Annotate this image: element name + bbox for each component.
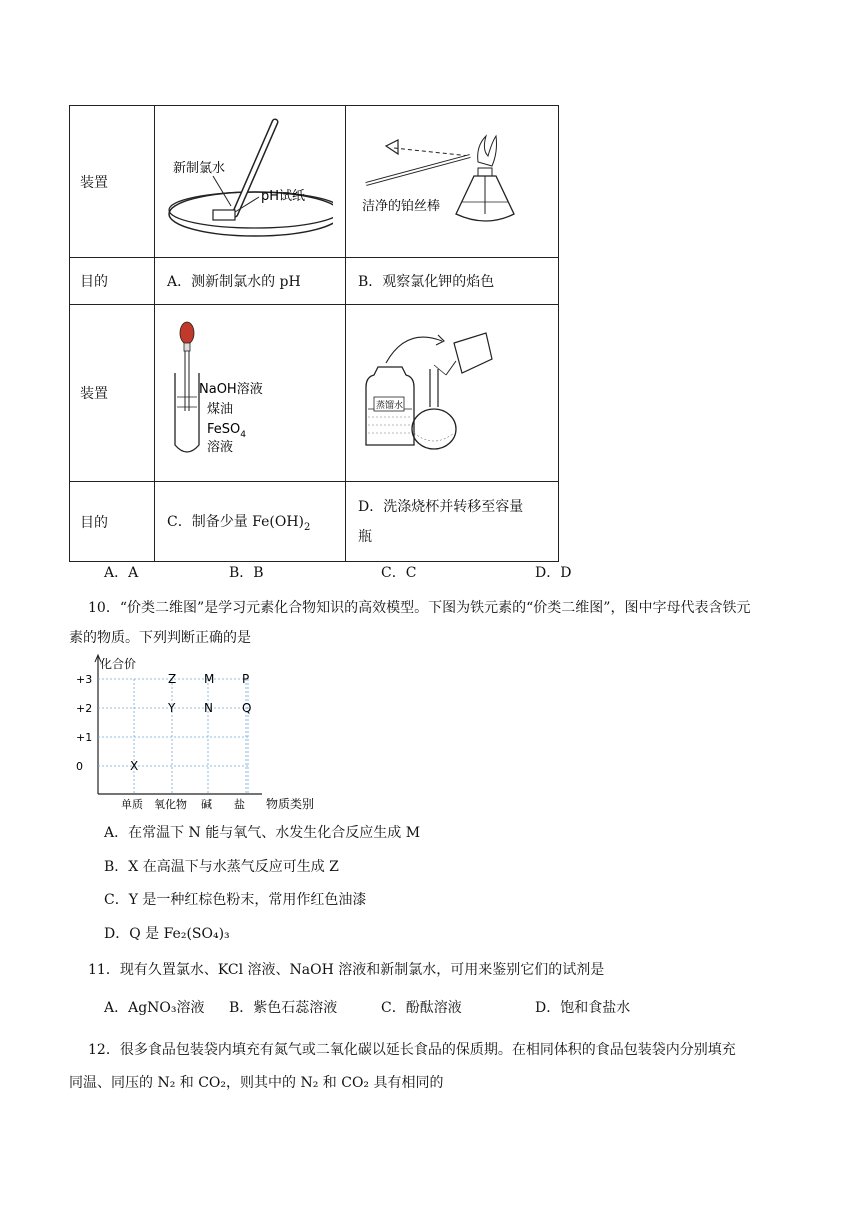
feoh2-figure xyxy=(155,305,333,477)
volumetric-flask-diagram xyxy=(346,305,559,482)
ph-test-diagram xyxy=(155,106,346,258)
option-c-purpose: C．制备少量 $Fe(OH)_2$ xyxy=(155,482,346,562)
ph-paper-label: pH试纸 xyxy=(261,189,306,204)
chart-y-tick: +2 xyxy=(76,702,93,715)
chart-point-z: Z xyxy=(168,672,177,686)
chart-point-m: M xyxy=(204,672,215,686)
q11-option-a[interactable]: A．AgNO₃溶液 xyxy=(104,1000,205,1016)
q12-stem-line2: 同温、同压的 N₂ 和 CO₂，则其中的 N₂ 和 CO₂ 具有相同的 xyxy=(69,1075,444,1091)
row3-label: 装置 xyxy=(70,305,155,482)
option-a-purpose: A．测新制氯水的 pH xyxy=(155,258,346,305)
q9-option-b[interactable]: B．B xyxy=(229,565,264,581)
chlorine-water-label: 新制氯水 xyxy=(173,161,226,176)
experiment-table xyxy=(69,105,559,562)
q10-option-a[interactable]: A．在常温下 N 能与氧气、水发生化合反应生成 M xyxy=(104,825,421,841)
q10-stem-line1: 10．“价类二维图”是学习元素化合物知识的高效模型。下图为铁元素的“价类二维图”，图中字母代表含铁元 xyxy=(88,600,751,616)
flame-test-diagram xyxy=(346,106,559,258)
chart-y-tick: +1 xyxy=(76,731,93,744)
feoh2-diagram xyxy=(155,305,346,482)
q9-option-c[interactable]: C．C xyxy=(381,565,417,581)
distilled-water-label: 蒸馏水 xyxy=(376,401,404,411)
chart-y-axis-title: 化合价 xyxy=(100,657,137,671)
q11-option-c[interactable]: C．酚酞溶液 xyxy=(381,1000,462,1016)
chart-y-tick: 0 xyxy=(76,760,83,773)
solution-label: 溶液 xyxy=(207,440,234,455)
feso4-label: FeSO$_4$ xyxy=(207,422,246,440)
row2-label: 目的 xyxy=(70,258,155,305)
kerosene-label: 煤油 xyxy=(207,402,234,417)
naoh-label: NaOH溶液 xyxy=(199,382,263,397)
chart-y-tick: +3 xyxy=(76,673,93,686)
chart-point-q: Q xyxy=(242,701,252,715)
ph-test-figure xyxy=(155,106,333,253)
chart-point-x: X xyxy=(130,759,139,773)
row1-label: 装置 xyxy=(70,106,155,258)
q10-option-b[interactable]: B．X 在高温下与水蒸气反应可生成 Z xyxy=(104,859,339,875)
flame-test-figure xyxy=(346,106,546,253)
platinum-wire-label: 洁净的铂丝棒 xyxy=(362,199,441,214)
q12-stem-line1: 12．很多食品包装袋内填充有氮气或二氧化碳以延长食品的保质期。在相同体积的食品包装袋内分别填充 xyxy=(88,1042,736,1058)
chart-x-tick: 氧化物 xyxy=(154,798,187,811)
chart-point-p: P xyxy=(242,672,250,686)
flask-figure xyxy=(346,305,546,477)
q11-stem: 11．现有久置氯水、KCl 溶液、NaOH 溶液和新制氯水，可用来鉴别它们的试剂是 xyxy=(88,962,605,978)
q10-stem-line2: 素的物质。下列判断正确的是 xyxy=(69,630,251,646)
option-b-purpose: B．观察氯化钾的焰色 xyxy=(346,258,559,305)
q11-option-b[interactable]: B．紫色石蕊溶液 xyxy=(229,1000,338,1016)
option-d-purpose: D．洗涤烧杯并转移至容量 瓶 xyxy=(346,482,559,562)
chart-point-y: Y xyxy=(168,701,176,715)
q11-option-d[interactable]: D．饱和食盐水 xyxy=(535,1000,631,1016)
q9-option-a[interactable]: A．A xyxy=(104,565,139,581)
chart-x-tick: 盐 xyxy=(234,798,245,811)
chart-x-axis-label: 物质类别 xyxy=(266,797,315,811)
valence-class-chart xyxy=(66,652,336,812)
chart-x-tick: 单质 xyxy=(121,798,143,811)
chart-point-n: N xyxy=(204,701,213,715)
q9-option-d[interactable]: D．D xyxy=(535,565,572,581)
row4-label: 目的 xyxy=(70,482,155,562)
q10-option-c[interactable]: C．Y 是一种红棕色粉末，常用作红色油漆 xyxy=(104,892,367,908)
q10-option-d[interactable]: D．Q 是 Fe₂(SO₄)₃ xyxy=(104,926,230,942)
chart-x-tick: 碱 xyxy=(201,798,212,811)
